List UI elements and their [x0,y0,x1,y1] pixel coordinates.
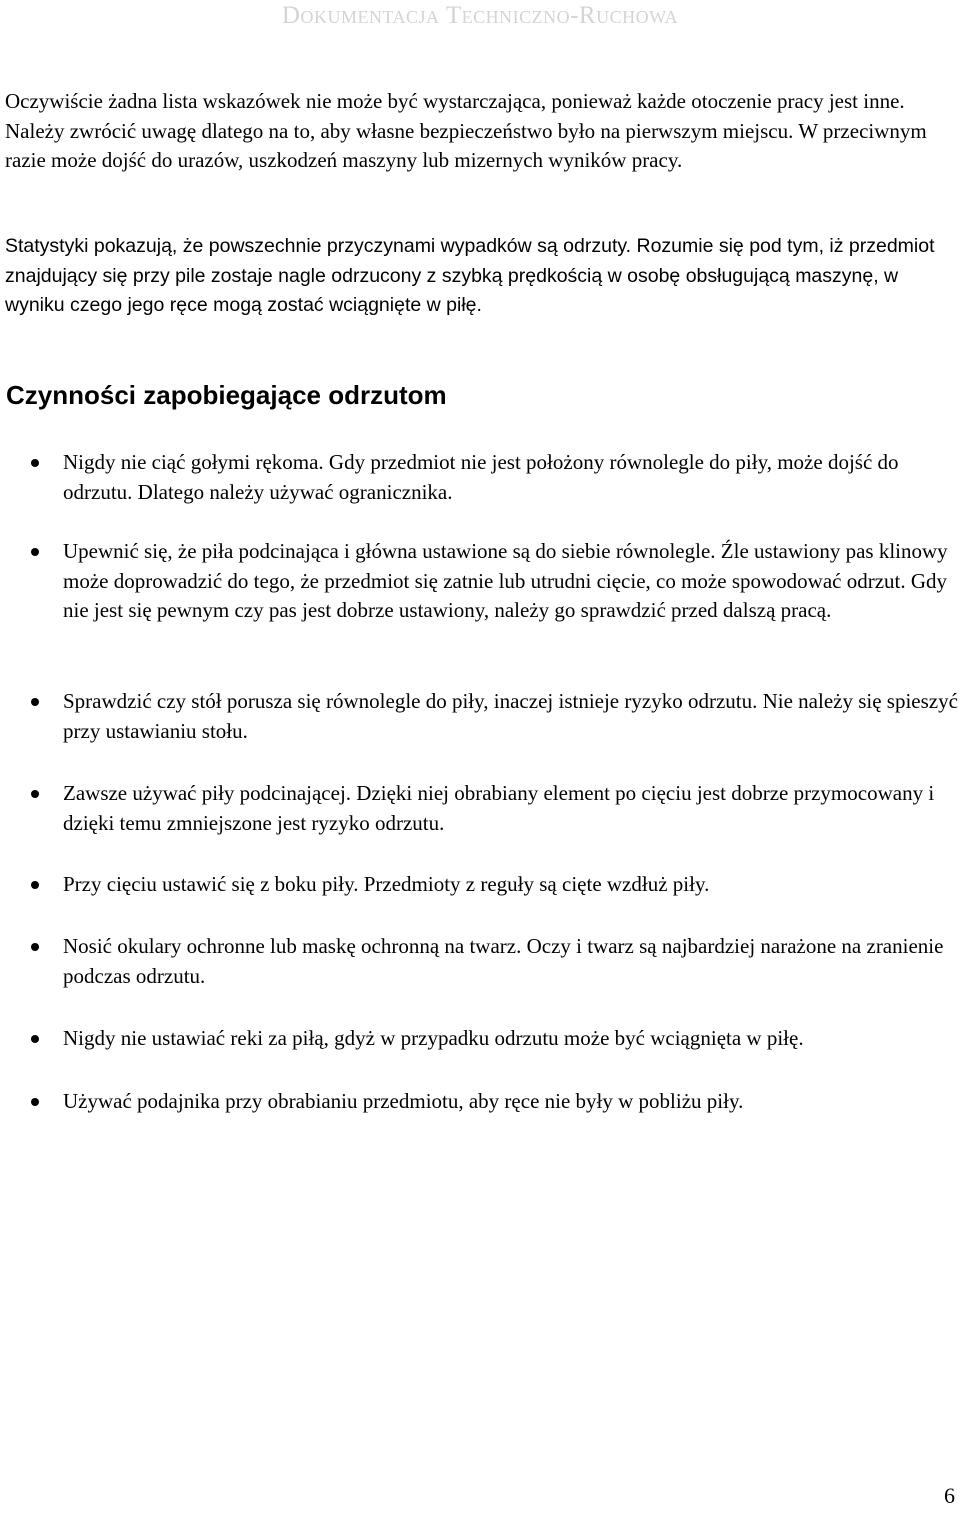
bullet-icon [31,459,39,467]
running-header: Dokumentacja Techniczno-Ruchowa [281,2,679,29]
list-item-text: Upewnić się, że piła podcinająca i główna ustawione są do siebie równolegle. Źle ustawiony pas klinowy może doprowadzić do tego, że przedmiot się zatnie lub utrudni cięcie, co może spowodować odrzut. Gdy nie jest się pewnym czy pas jest dobrze ustawiony, należy go sprawdzić przed dalszą pracą. [63,539,948,622]
list-item-text: Nigdy nie ciąć gołymi rękoma. Gdy przedmiot nie jest położony równolegle do piły, może dojść do odrzutu. Dlatego należy używać ogranicznika. [63,450,899,504]
statistics-paragraph: Statystyki pokazują, że powszechnie przyczynami wypadków są odrzuty. Rozumie się pod tym, iż przedmiot znajdujący się przy pile zostaje nagle odrzucony z szybką prędkością w osobę obsługującą maszynę, w wyniku czego jego ręce mogą zostać wciągnięte w piłę. [5,235,935,316]
list-item-text: Sprawdzić czy stół porusza się równolegle do piły, inaczej istnieje ryzyko odrzutu. Nie należy się spieszyć przy ustawianiu stołu. [63,689,958,743]
list-item-text: Przy cięciu ustawić się z boku piły. Przedmioty z reguły są cięte wzdłuż piły. [63,872,710,896]
bullet-icon [31,548,39,556]
list-item-text: Używać podajnika przy obrabianiu przedmiotu, aby ręce nie były w pobliżu piły. [63,1089,744,1113]
section-heading: Czynności zapobiegające odrzutom [6,380,447,410]
list-item-text: Nosić okulary ochronne lub maskę ochronną na twarz. Oczy i twarz są najbardziej narażone na zranienie podczas odrzutu. [63,934,944,988]
page-number: 6 [944,1483,955,1508]
bullet-icon [31,1035,39,1043]
list-item-text: Nigdy nie ustawiać reki za piłą, gdyż w przypadku odrzutu może być wciągnięta w piłę. [63,1026,804,1050]
bullet-icon [31,790,39,798]
bullet-icon [31,1098,39,1106]
bullet-icon [31,881,39,889]
bullet-icon [31,698,39,706]
bullet-icon [31,943,39,951]
intro-paragraph: Oczywiście żadna lista wskazówek nie może być wystarczająca, ponieważ każde otoczenie pracy jest inne. Należy zwrócić uwagę dlatego na to, aby własne bezpieczeństwo było na pierwszym miejscu. W przeciwnym razie może dojść do urazów, uszkodzeń maszyny lub mizernych wyników pracy. [5,89,927,172]
list-item-text: Zawsze używać piły podcinającej. Dzięki niej obrabiany element po cięciu jest dobrze przymocowany i dzięki temu zmniejszone jest ryzyko odrzutu. [63,781,935,835]
